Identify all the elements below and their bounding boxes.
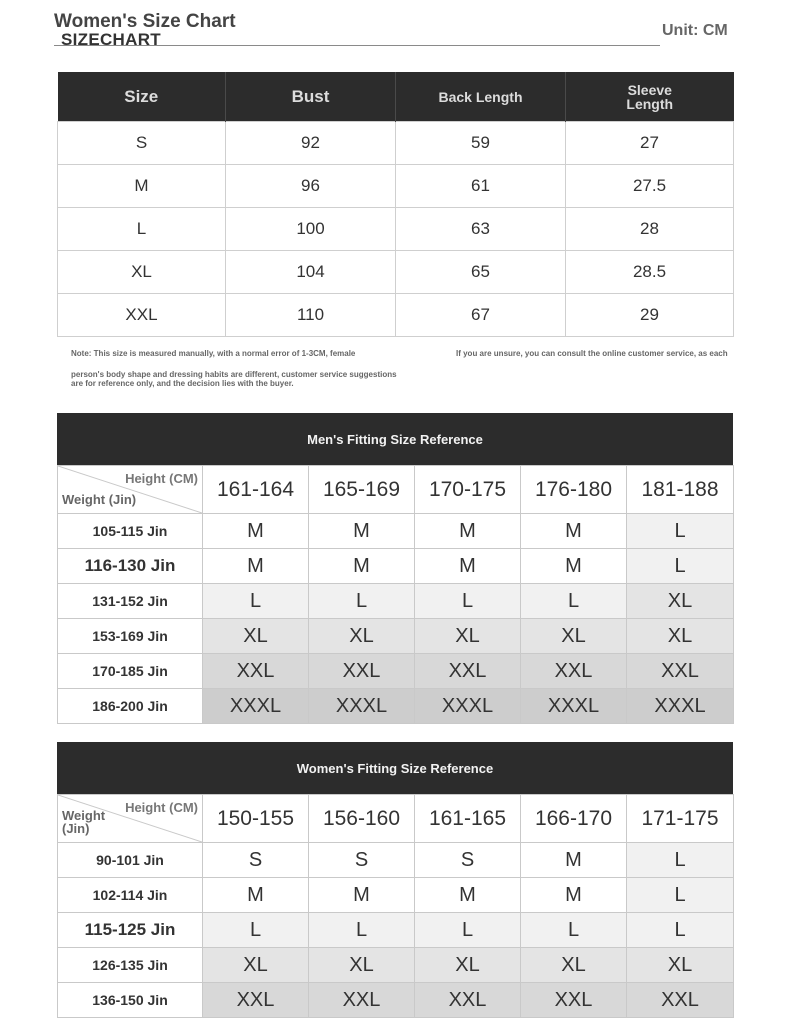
height-range-header: 166-170 xyxy=(521,795,627,843)
column-header-sleeve-length: Sleeve Length xyxy=(566,72,734,122)
size-recommendation-cell: L xyxy=(627,878,734,913)
fitting-row xyxy=(58,913,734,948)
size-chart-cell: 67 xyxy=(396,294,566,337)
size-recommendation-cell: XL xyxy=(203,619,309,654)
size-chart-cell: S xyxy=(58,122,226,165)
weight-range-label: 186-200 Jin xyxy=(58,689,203,724)
size-recommendation-cell: L xyxy=(627,549,734,584)
size-recommendation-cell: XXL xyxy=(309,983,415,1018)
size-recommendation-cell: L xyxy=(415,913,521,948)
size-recommendation-cell: S xyxy=(415,843,521,878)
size-recommendation-cell: XXXL xyxy=(521,689,627,724)
size-recommendation-cell: S xyxy=(309,843,415,878)
fitting-header-row xyxy=(58,795,734,843)
size-recommendation-cell: L xyxy=(627,913,734,948)
size-chart-cell: XXL xyxy=(58,294,226,337)
size-recommendation-cell: L xyxy=(521,913,627,948)
corner-height-label: Height (CM) xyxy=(125,800,198,815)
size-recommendation-cell: M xyxy=(203,878,309,913)
fitting-row xyxy=(58,654,734,689)
size-chart-cell: 63 xyxy=(396,208,566,251)
page-title: Women's Size Chart xyxy=(54,11,236,32)
height-range-header: 170-175 xyxy=(415,466,521,514)
size-recommendation-cell: XXL xyxy=(203,983,309,1018)
weight-range-label: 115-125 Jin xyxy=(58,913,203,948)
size-chart-cell: XL xyxy=(58,251,226,294)
size-chart-row xyxy=(58,251,734,294)
size-recommendation-cell: M xyxy=(415,549,521,584)
fitting-row xyxy=(58,584,734,619)
size-recommendation-cell: XL xyxy=(415,619,521,654)
weight-range-label: 102-114 Jin xyxy=(58,878,203,913)
size-chart-cell: 92 xyxy=(226,122,396,165)
height-range-header: 171-175 xyxy=(627,795,734,843)
size-recommendation-cell: M xyxy=(415,514,521,549)
fitting-row xyxy=(58,983,734,1018)
height-range-header: 161-164 xyxy=(203,466,309,514)
size-recommendation-cell: L xyxy=(203,584,309,619)
fitting-row xyxy=(58,619,734,654)
size-chart-row xyxy=(58,165,734,208)
size-chart-cell: 61 xyxy=(396,165,566,208)
size-recommendation-cell: XXXL xyxy=(627,689,734,724)
measurement-note xyxy=(71,349,443,388)
size-recommendation-cell: M xyxy=(521,549,627,584)
weight-range-label: 136-150 Jin xyxy=(58,983,203,1018)
size-recommendation-cell: XL xyxy=(627,584,734,619)
size-chart-cell: M xyxy=(58,165,226,208)
size-recommendation-cell: XL xyxy=(309,948,415,983)
size-recommendation-cell: M xyxy=(521,843,627,878)
size-chart-cell: L xyxy=(58,208,226,251)
size-recommendation-cell: XXL xyxy=(203,654,309,689)
size-recommendation-cell: M xyxy=(203,514,309,549)
womens-fitting-title: Women's Fitting Size Reference xyxy=(57,742,733,794)
column-header-back-length: Back Length xyxy=(396,72,566,122)
size-recommendation-cell: XL xyxy=(309,619,415,654)
weight-range-label: 105-115 Jin xyxy=(58,514,203,549)
size-recommendation-cell: M xyxy=(203,549,309,584)
height-range-header: 181-188 xyxy=(627,466,734,514)
weight-range-label: 90-101 Jin xyxy=(58,843,203,878)
column-header-size: Size xyxy=(58,72,226,122)
size-chart-row xyxy=(58,208,734,251)
size-recommendation-cell: S xyxy=(203,843,309,878)
size-chart-cell: 96 xyxy=(226,165,396,208)
size-recommendation-cell: L xyxy=(203,913,309,948)
fitting-row xyxy=(58,878,734,913)
size-chart-cell: 28.5 xyxy=(566,251,734,294)
note-line-3: are for reference only, and the decision lies with the buyer. xyxy=(71,379,294,388)
size-recommendation-cell: M xyxy=(415,878,521,913)
size-recommendation-cell: XXXL xyxy=(415,689,521,724)
size-recommendation-cell: L xyxy=(415,584,521,619)
corner-weight-label: Weight (Jin) xyxy=(62,492,137,507)
fitting-row xyxy=(58,689,734,724)
height-range-header: 150-155 xyxy=(203,795,309,843)
height-weight-corner xyxy=(58,795,203,843)
size-chart-header-row xyxy=(58,72,734,122)
size-chart-cell: 27.5 xyxy=(566,165,734,208)
size-recommendation-cell: M xyxy=(309,878,415,913)
fitting-row xyxy=(58,514,734,549)
size-recommendation-cell: XXL xyxy=(521,654,627,689)
size-chart-cell: 29 xyxy=(566,294,734,337)
size-recommendation-cell: XL xyxy=(521,619,627,654)
size-recommendation-cell: M xyxy=(521,878,627,913)
weight-range-label: 126-135 Jin xyxy=(58,948,203,983)
size-chart-cell: 110 xyxy=(226,294,396,337)
size-recommendation-cell: L xyxy=(627,514,734,549)
mens-fitting-title: Men's Fitting Size Reference xyxy=(57,413,733,465)
customer-service-note: If you are unsure, you can consult the online customer service, as each xyxy=(456,349,728,358)
note-line-2: person's body shape and dressing habits are different, customer service suggestions xyxy=(71,370,397,379)
size-chart-cell: 27 xyxy=(566,122,734,165)
size-recommendation-cell: XL xyxy=(203,948,309,983)
size-chart-cell: 28 xyxy=(566,208,734,251)
size-recommendation-cell: L xyxy=(309,913,415,948)
page-subtitle: SIZECHART xyxy=(61,30,161,49)
mens-fitting-table xyxy=(57,465,734,724)
size-recommendation-cell: XL xyxy=(521,948,627,983)
fitting-row xyxy=(58,549,734,584)
size-chart-cell: 104 xyxy=(226,251,396,294)
size-recommendation-cell: XL xyxy=(627,619,734,654)
weight-range-label: 131-152 Jin xyxy=(58,584,203,619)
height-range-header: 161-165 xyxy=(415,795,521,843)
size-chart-cell: 100 xyxy=(226,208,396,251)
size-chart-cell: 59 xyxy=(396,122,566,165)
header-divider xyxy=(54,45,660,46)
note-line-1: Note: This size is measured manually, with a normal error of 1-3CM, female xyxy=(71,349,356,358)
size-recommendation-cell: XXL xyxy=(415,983,521,1018)
size-recommendation-cell: L xyxy=(521,584,627,619)
unit-label: Unit: CM xyxy=(662,22,728,39)
height-range-header: 165-169 xyxy=(309,466,415,514)
fitting-row xyxy=(58,843,734,878)
size-recommendation-cell: M xyxy=(309,549,415,584)
size-recommendation-cell: XXXL xyxy=(309,689,415,724)
size-recommendation-cell: XXL xyxy=(627,983,734,1018)
corner-weight-label: Weight (Jin) xyxy=(62,808,106,836)
size-recommendation-cell: XXL xyxy=(521,983,627,1018)
weight-range-label: 170-185 Jin xyxy=(58,654,203,689)
size-recommendation-cell: XXL xyxy=(415,654,521,689)
size-recommendation-cell: L xyxy=(627,843,734,878)
height-weight-corner xyxy=(58,466,203,514)
fitting-header-row xyxy=(58,466,734,514)
column-header-bust: Bust xyxy=(226,72,396,122)
weight-range-label: 116-130 Jin xyxy=(58,549,203,584)
size-chart-cell: 65 xyxy=(396,251,566,294)
size-recommendation-cell: XL xyxy=(415,948,521,983)
corner-height-label: Height (CM) xyxy=(125,471,198,486)
size-chart-row xyxy=(58,294,734,337)
size-recommendation-cell: XL xyxy=(627,948,734,983)
womens-fitting-table xyxy=(57,794,734,1018)
size-chart-table xyxy=(57,72,734,337)
size-recommendation-cell: XXXL xyxy=(203,689,309,724)
weight-range-label: 153-169 Jin xyxy=(58,619,203,654)
size-recommendation-cell: XXL xyxy=(627,654,734,689)
size-chart-row xyxy=(58,122,734,165)
size-recommendation-cell: XXL xyxy=(309,654,415,689)
fitting-row xyxy=(58,948,734,983)
height-range-header: 176-180 xyxy=(521,466,627,514)
size-recommendation-cell: M xyxy=(309,514,415,549)
size-recommendation-cell: M xyxy=(521,514,627,549)
height-range-header: 156-160 xyxy=(309,795,415,843)
size-recommendation-cell: L xyxy=(309,584,415,619)
